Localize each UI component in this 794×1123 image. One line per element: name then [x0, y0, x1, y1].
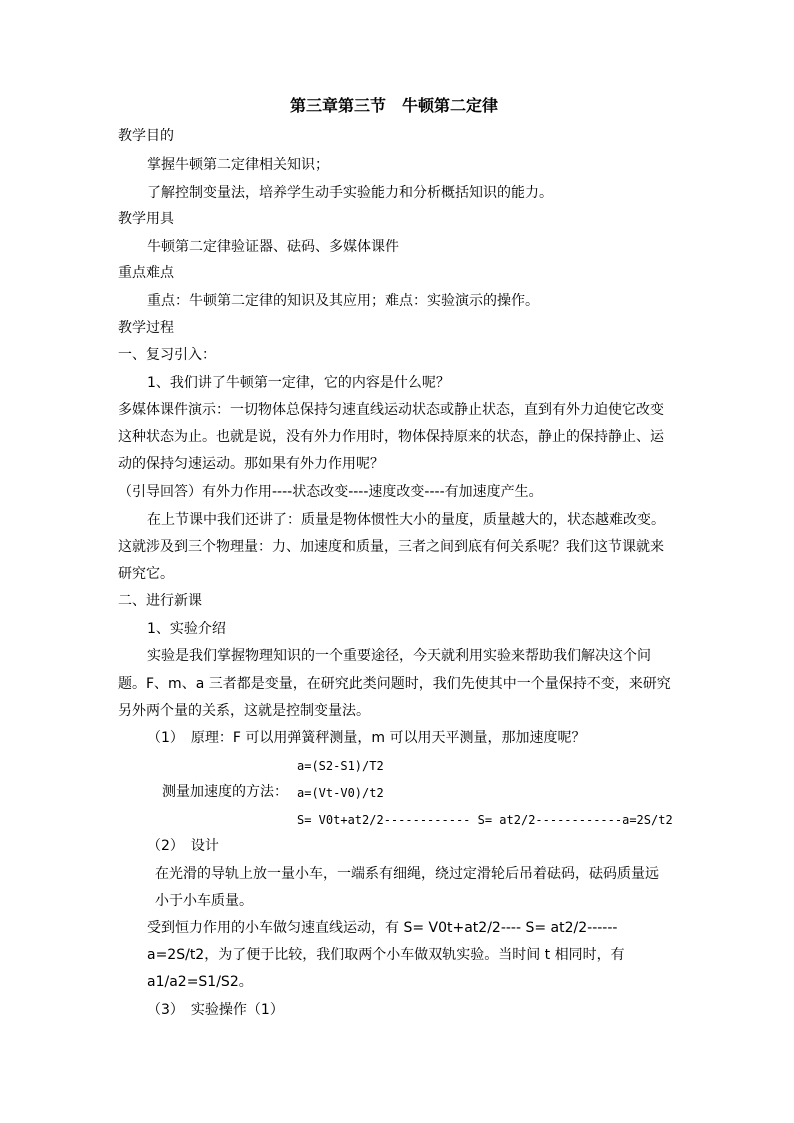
experiment-line-2: 题。F、m、a 三者都是变量，在研究此类问题时，我们先使其中一个量保持不变，来研究	[118, 676, 671, 692]
tools-line: 牛顿第二定律验证器、砝码、多媒体课件	[147, 239, 399, 255]
part1-heading: 一、复习引入：	[118, 347, 216, 363]
media-line-2: 这种状态为止。也就是说，没有外力作用时，物体保持原来的状态，静止的保持静止、运	[118, 429, 664, 445]
section-heading-key: 重点难点	[118, 265, 174, 281]
operation-heading: （3） 实验操作（1）	[147, 1002, 284, 1018]
section-heading-goal: 教学目的	[118, 128, 174, 144]
previous-lesson-line-2: 这就涉及到三个物理量：力、加速度和质量，三者之间到底有何关系呢？我们这节课就来	[118, 539, 664, 555]
previous-lesson-line-3: 研究它。	[118, 566, 174, 582]
goal-line-2: 了解控制变量法，培养学生动手实验能力和分析概括知识的能力。	[147, 185, 553, 201]
design-line-2: 小于小车质量。	[155, 893, 253, 909]
key-line: 重点：牛顿第二定律的知识及其应用；难点：实验演示的操作。	[147, 293, 539, 309]
method-label: 测量加速度的方法：	[162, 784, 288, 800]
experiment-line-1: 实验是我们掌握物理知识的一个重要途径，今天就利用实验来帮助我们解决这个问	[147, 648, 651, 664]
goal-line-1: 掌握牛顿第二定律相关知识；	[147, 157, 329, 173]
experiment-line-3: 另外两个量的关系，这就是控制变量法。	[118, 703, 370, 719]
media-line-3: 动的保持匀速运动。那如果有外力作用呢？	[118, 456, 384, 472]
formula-line-1: a=(S2-S1)/T2	[297, 759, 384, 773]
principle-line: （1） 原理：F 可以用弹簧秤测量，m 可以用天平测量，那加速度呢？	[147, 730, 586, 746]
previous-lesson-line-1: 在上节课中我们还讲了：质量是物体惯性大小的量度，质量越大的，状态越难改变。	[147, 512, 665, 528]
page-title: 第三章第三节 牛顿第二定律	[290, 96, 499, 115]
part2-heading: 二、进行新课	[118, 593, 202, 609]
force-line-2: a=2S/t2，为了便于比较，我们取两个小车做双轨实验。当时间 t 相同时，有	[147, 947, 625, 963]
question-line: 1、我们讲了牛顿第一定律，它的内容是什么呢？	[147, 375, 450, 391]
guide-line: （引导回答）有外力作用----状态改变----速度改变----有加速度产生。	[118, 484, 543, 500]
force-line-3: a1/a2=S1/S2。	[147, 974, 253, 990]
section-heading-process: 教学过程	[118, 320, 174, 336]
design-heading: （2） 设计	[147, 838, 219, 854]
experiment-intro-heading: 1、实验介绍	[147, 621, 226, 637]
formula-line-2: a=(Vt-V0)/t2	[297, 786, 384, 800]
design-line-1: 在光滑的导轨上放一量小车，一端系有细绳，绕过定滑轮后吊着砝码，砝码质量远	[155, 866, 659, 882]
force-line-1: 受到恒力作用的小车做匀速直线运动，有 S= V0t+at2/2---- S= at2/2------	[147, 920, 618, 936]
formula-line-3: S= V0t+at2/2------------ S= at2/2------------a=2S/t2	[297, 813, 673, 827]
media-line-1: 多媒体课件演示：一切物体总保持匀速直线运动状态或静止状态，直到有外力迫使它改变	[118, 402, 664, 418]
section-heading-tools: 教学用具	[118, 211, 174, 227]
